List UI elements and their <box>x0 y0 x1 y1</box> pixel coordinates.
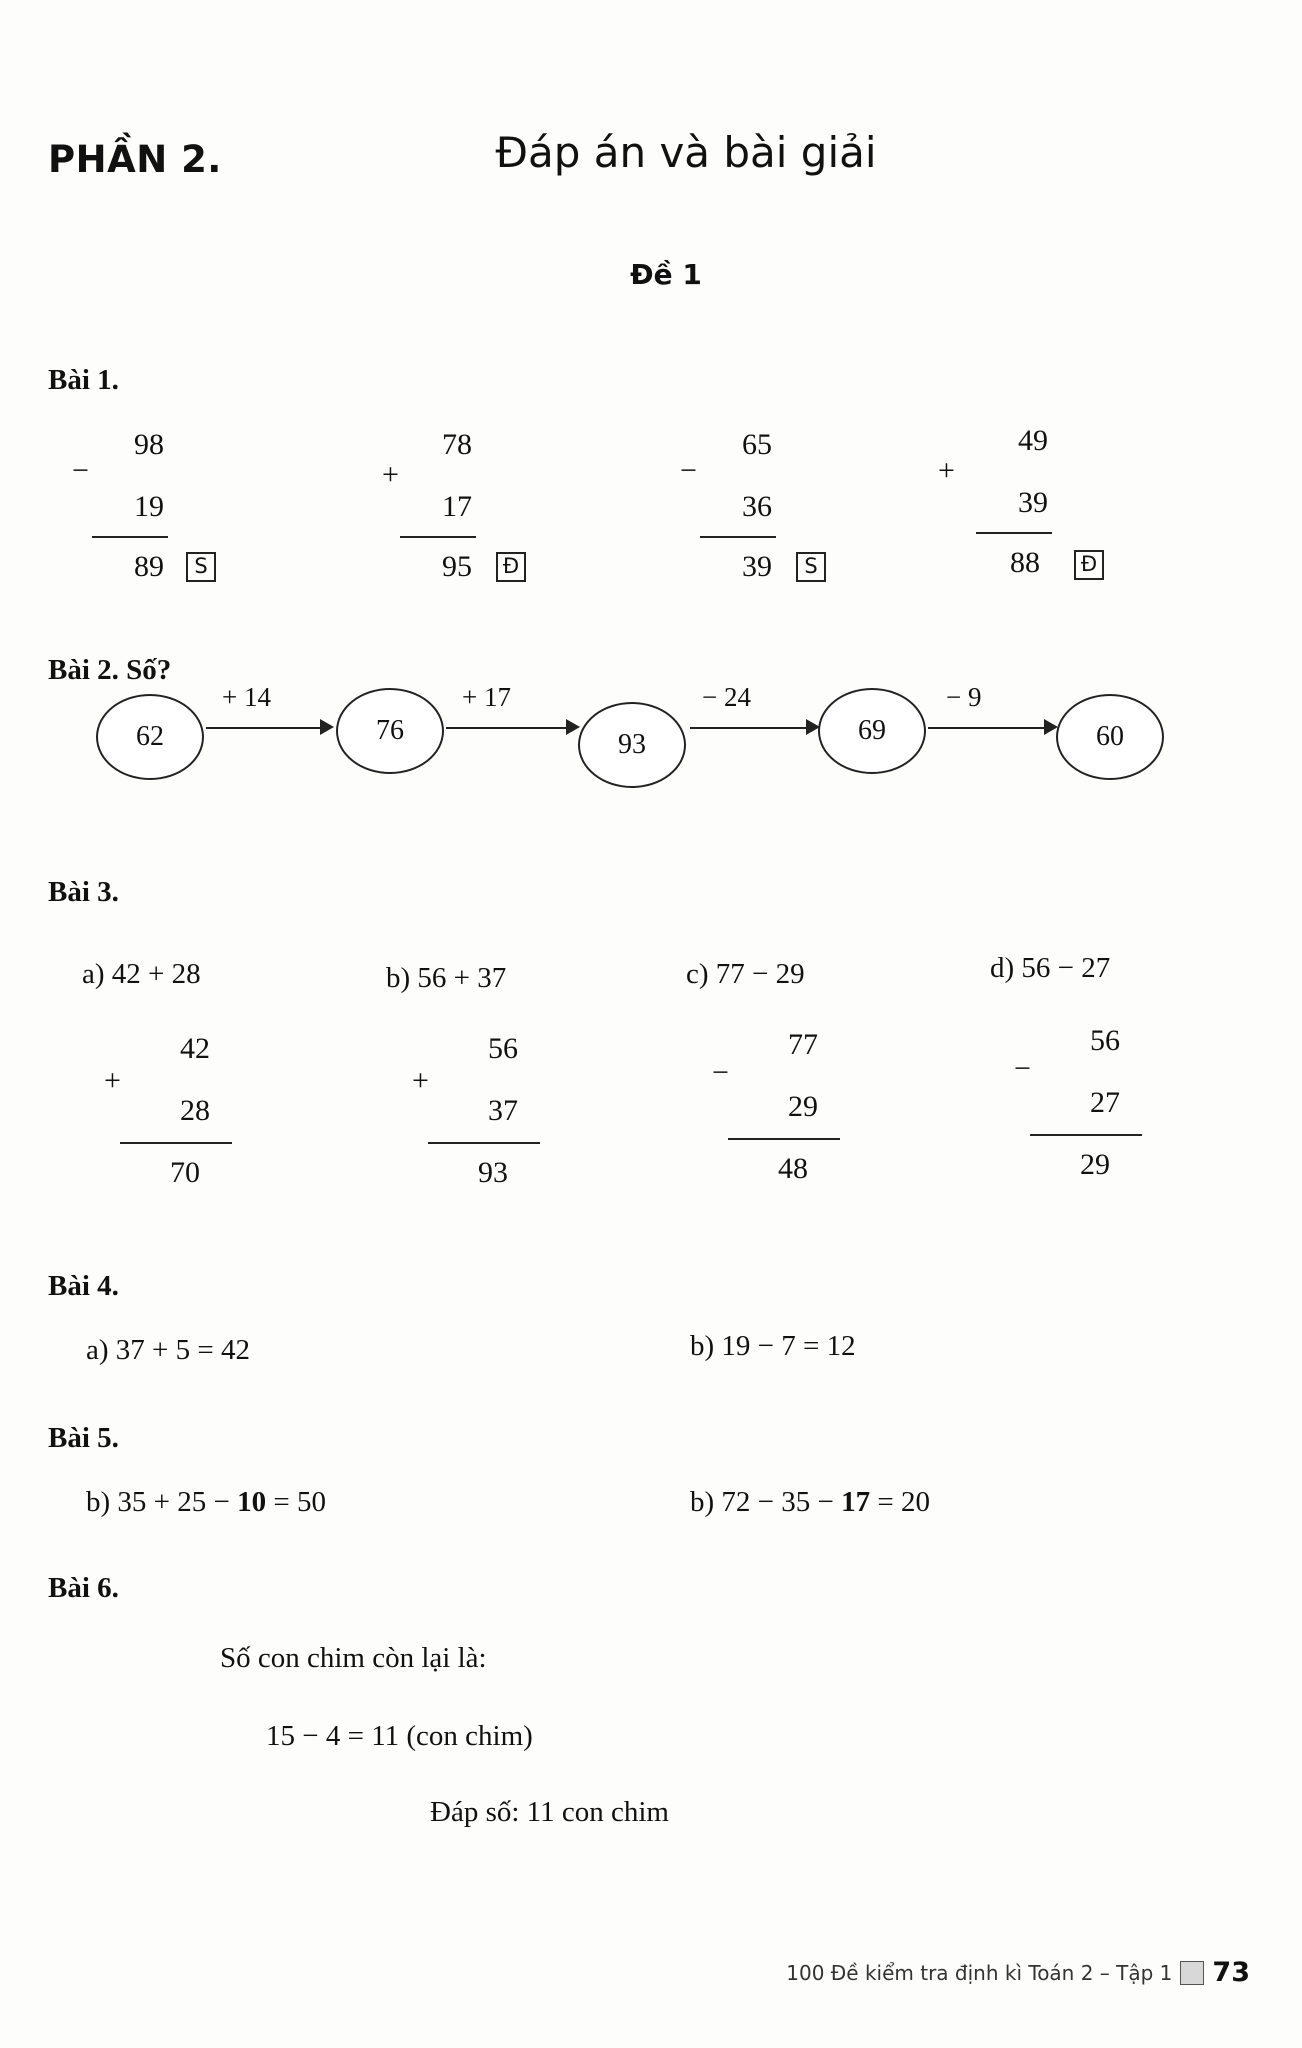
operand-top: 49 <box>1018 424 1048 457</box>
chain-arrow-line <box>690 727 808 729</box>
sum-result: 39 <box>742 550 772 583</box>
operator-sign: + <box>104 1064 121 1097</box>
chain-node: 62 <box>96 694 204 780</box>
chain-arrow-head-icon <box>1044 719 1058 735</box>
operator-sign: − <box>712 1056 729 1089</box>
heading-bai-2-label: Bài 2. <box>48 654 119 686</box>
bai5-right-bold: 17 <box>841 1486 871 1518</box>
operand-bottom: 37 <box>488 1094 518 1127</box>
sum-rule <box>92 536 168 538</box>
sum-result: 70 <box>170 1156 200 1189</box>
chain-node: 76 <box>336 688 444 774</box>
heading-bai-4: Bài 4. <box>48 1270 119 1302</box>
sum-rule <box>400 536 476 538</box>
chain-node: 69 <box>818 688 926 774</box>
heading-bai-2-sub: Số? <box>126 654 172 686</box>
operand-bottom: 28 <box>180 1094 210 1127</box>
part-label: PHẦN 2. <box>48 138 222 181</box>
bai3-label-b: b) 56 + 37 <box>386 962 507 994</box>
chain-arrow-line <box>206 727 322 729</box>
bai5-equation-right <box>690 1486 930 1519</box>
heading-bai-1: Bài 1. <box>48 364 119 396</box>
heading-bai-3: Bài 3. <box>48 876 119 908</box>
sum-rule <box>976 532 1052 534</box>
footer-text: 100 Đề kiểm tra định kì Toán 2 – Tập 1 <box>786 1960 1173 1985</box>
operand-top: 78 <box>442 428 472 461</box>
operand-top: 42 <box>180 1032 210 1065</box>
chain-arrow-label: + 14 <box>222 682 271 712</box>
operand-bottom: 27 <box>1090 1086 1120 1119</box>
bai6-line-3: Đáp số: 11 con chim <box>430 1796 669 1828</box>
heading-bai-2 <box>48 654 171 687</box>
bai3-label-a: a) 42 + 28 <box>82 958 201 990</box>
chain-arrow-line <box>928 727 1046 729</box>
bai6-line-2: 15 − 4 = 11 (con chim) <box>266 1720 533 1752</box>
bai4-equation-b: b) 19 − 7 = 12 <box>690 1330 856 1362</box>
operator-sign: + <box>938 454 955 487</box>
grade-mark: Đ <box>496 552 526 582</box>
chain-arrow-label: − 9 <box>946 682 982 712</box>
operand-top: 56 <box>488 1032 518 1065</box>
heading-bai-5: Bài 5. <box>48 1422 119 1454</box>
sum-result: 88 <box>1010 546 1040 579</box>
operand-bottom: 39 <box>1018 486 1048 519</box>
chain-arrow-head-icon <box>806 719 820 735</box>
sum-rule <box>728 1138 840 1140</box>
operator-sign: + <box>382 458 399 491</box>
operand-top: 56 <box>1090 1024 1120 1057</box>
sum-rule <box>120 1142 232 1144</box>
sum-rule <box>1030 1134 1142 1136</box>
sum-result: 29 <box>1080 1148 1110 1181</box>
bai5-left-pre: b) 35 + 25 − <box>86 1486 238 1518</box>
operator-sign: − <box>1014 1052 1031 1085</box>
operand-bottom: 17 <box>442 490 472 523</box>
sum-rule <box>700 536 776 538</box>
grade-mark: Đ <box>1074 550 1104 580</box>
sum-result: 89 <box>134 550 164 583</box>
chain-arrow-label: + 17 <box>462 682 511 712</box>
exam-label: Đề 1 <box>630 258 702 291</box>
bai3-label-c: c) 77 − 29 <box>686 958 805 990</box>
bai5-left-post: = 50 <box>266 1486 326 1518</box>
bai5-right-post: = 20 <box>870 1486 930 1518</box>
bai3-label-d: d) 56 − 27 <box>990 952 1111 984</box>
chain-arrow-label: − 24 <box>702 682 751 712</box>
sum-result: 95 <box>442 550 472 583</box>
sum-result: 93 <box>478 1156 508 1189</box>
operand-bottom: 36 <box>742 490 772 523</box>
page-title: Đáp án và bài giải <box>495 128 877 177</box>
operand-bottom: 29 <box>788 1090 818 1123</box>
chain-arrow-line <box>446 727 568 729</box>
book-icon <box>1180 1961 1204 1985</box>
chain-arrow-head-icon <box>320 719 334 735</box>
bai5-left-bold: 10 <box>237 1486 267 1518</box>
sum-result: 48 <box>778 1152 808 1185</box>
operator-sign: − <box>680 454 697 487</box>
footer <box>786 1957 1250 1988</box>
bai6-line-1: Số con chim còn lại là: <box>220 1642 487 1674</box>
header <box>0 128 1302 198</box>
number-chain <box>0 682 1302 796</box>
operand-top: 77 <box>788 1028 818 1061</box>
heading-bai-6: Bài 6. <box>48 1572 119 1604</box>
chain-arrow-head-icon <box>566 719 580 735</box>
bai5-equation-left <box>86 1486 326 1519</box>
operator-sign: + <box>412 1064 429 1097</box>
operand-top: 98 <box>134 428 164 461</box>
operator-sign: − <box>72 454 89 487</box>
sum-rule <box>428 1142 540 1144</box>
grade-mark: S <box>796 552 826 582</box>
bai4-equation-a: a) 37 + 5 = 42 <box>86 1334 250 1366</box>
grade-mark: S <box>186 552 216 582</box>
bai5-right-pre: b) 72 − 35 − <box>690 1486 842 1518</box>
operand-top: 65 <box>742 428 772 461</box>
operand-bottom: 19 <box>134 490 164 523</box>
page-number: 73 <box>1212 1957 1250 1988</box>
chain-node: 93 <box>578 702 686 788</box>
chain-node: 60 <box>1056 694 1164 780</box>
